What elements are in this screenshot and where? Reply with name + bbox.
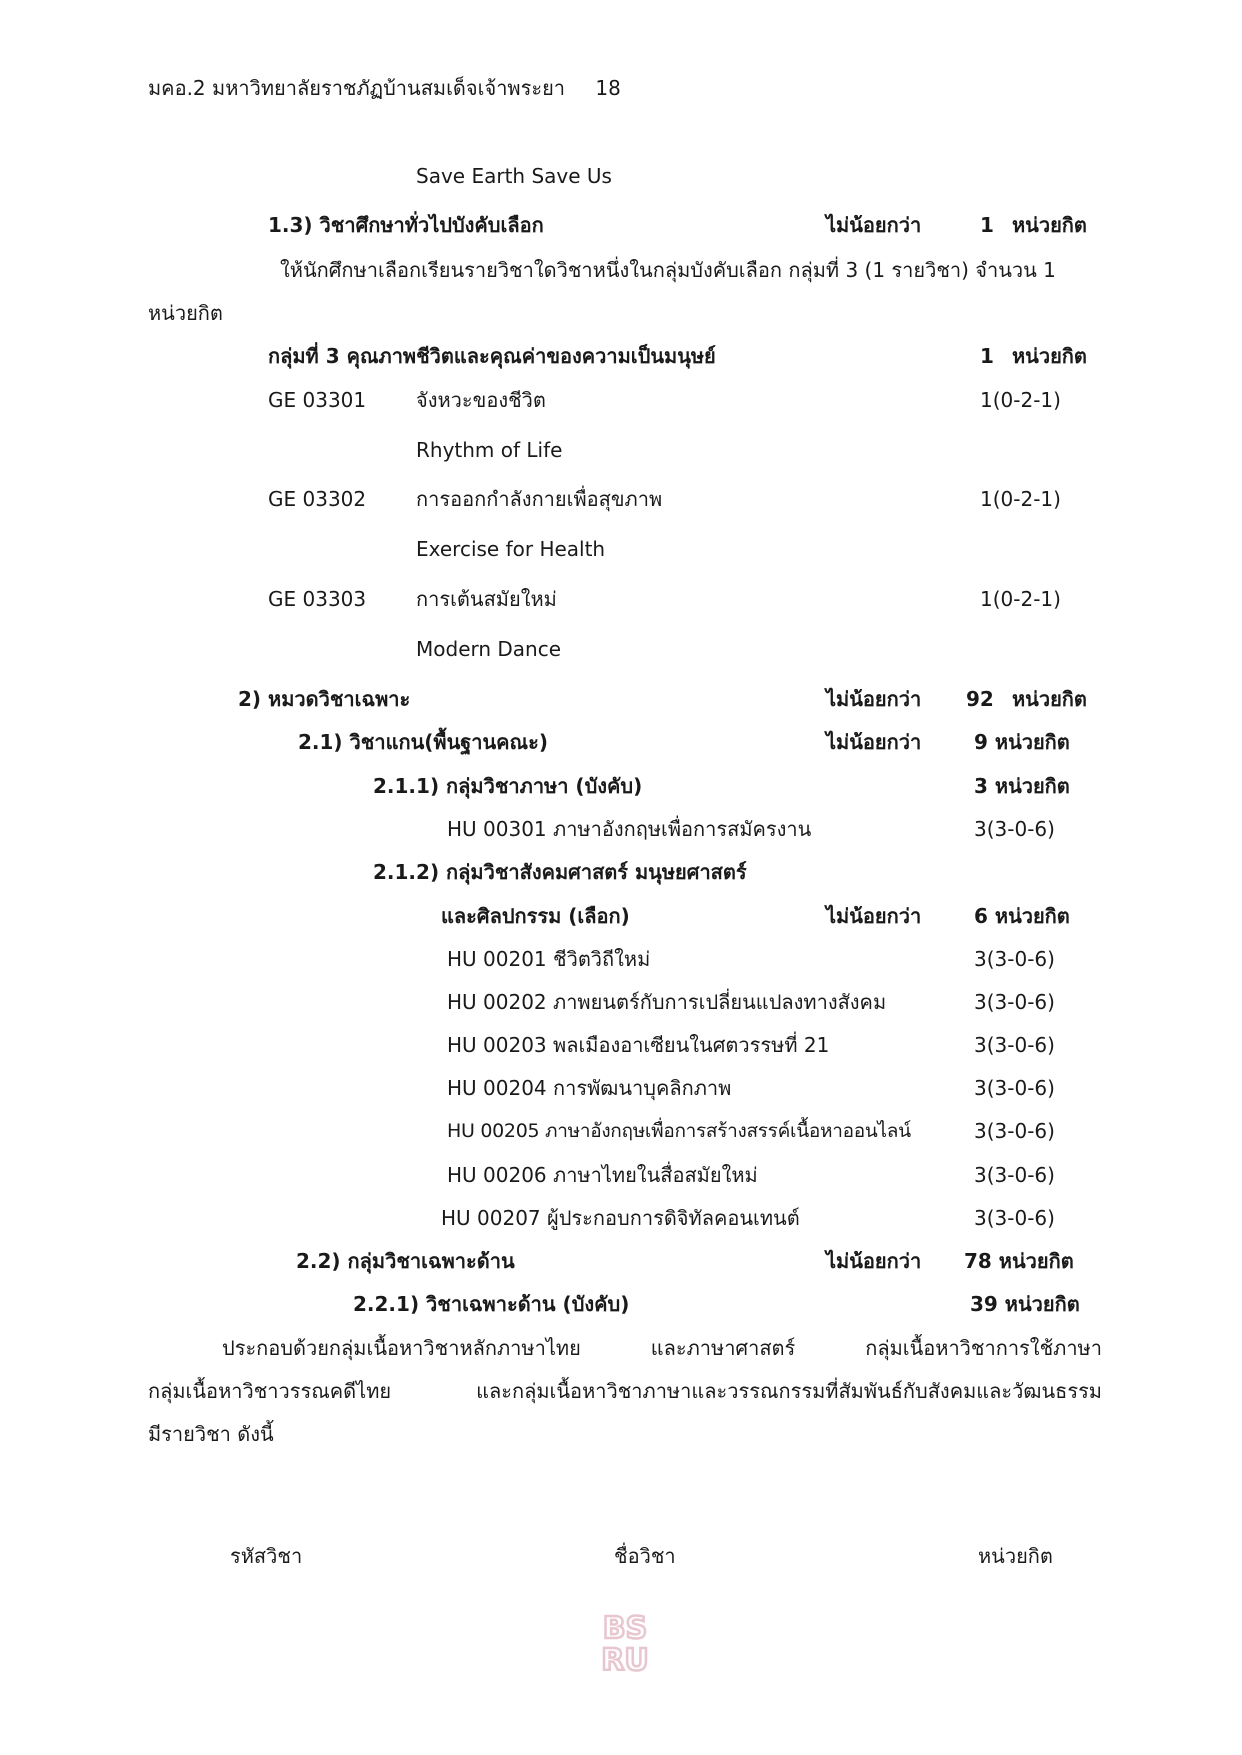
course-item: HU 00204 การพัฒนาบุคลิกภาพ (447, 1076, 732, 1100)
table-header-name: ชื่อวิชา (614, 1544, 676, 1568)
course-name-en: Save Earth Save Us (416, 164, 612, 188)
table-header-code: รหัสวิชา (230, 1544, 303, 1568)
section-2-2-1-title: 2.2.1) วิชาเฉพาะด้าน (บังคับ) (353, 1292, 630, 1316)
course-item: HU 00206 ภาษาไทยในสื่อสมัยใหม่ (447, 1163, 758, 1187)
course-code: GE 03302 (268, 487, 367, 511)
paragraph-line-2 (148, 1378, 1102, 1404)
section-2-2-min-label: ไม่น้อยกว่า (826, 1249, 922, 1273)
course-credits: 1(0-2-1) (980, 487, 1061, 511)
section-1-3-min-label: ไม่น้อยกว่า (826, 213, 922, 237)
course-item: HU 00201 ชีวิตวิถีใหม่ (447, 947, 651, 971)
section-2-title: 2) หมวดวิชาเฉพาะ (238, 687, 411, 711)
course-name-en: Rhythm of Life (416, 438, 563, 462)
logo-letters-bottom: RU (601, 1643, 649, 1674)
course-item: HU 00301 ภาษาอังกฤษเพื่อการสมัครงาน (447, 817, 812, 841)
course-credits: 1(0-2-1) (980, 388, 1061, 412)
paragraph-segment: กลุ่มเนื้อหาวิชาวรรณคดีไทย (148, 1379, 392, 1403)
paragraph-segment: ประกอบด้วยกลุ่มเนื้อหาวิชาหลักภาษาไทย (222, 1336, 581, 1360)
group-3-unit: หน่วยกิต (1012, 344, 1087, 368)
course-item: HU 00207 ผู้ประกอบการดิจิทัลคอนเทนต์ (441, 1206, 800, 1230)
course-credits: 1(0-2-1) (980, 587, 1061, 611)
paragraph-segment: กลุ่มเนื้อหาวิชาการใช้ภาษา (865, 1336, 1102, 1360)
course-credits: 3(3-0-6) (974, 817, 1055, 841)
bsru-logo-watermark (595, 1608, 655, 1674)
section-2-1-credits: 9 หน่วยกิต (974, 730, 1070, 754)
section-2-1-2-title-line1: 2.1.2) กลุ่มวิชาสังคมศาสตร์ มนุษยศาสตร์ (373, 860, 747, 884)
course-credits: 3(3-0-6) (974, 947, 1055, 971)
course-name-en: Modern Dance (416, 637, 562, 661)
section-2-min-label: ไม่น้อยกว่า (826, 687, 922, 711)
section-2-1-2-credits: 6 หน่วยกิต (974, 904, 1070, 928)
section-2-2-title: 2.2) กลุ่มวิชาเฉพาะด้าน (296, 1249, 515, 1273)
course-item: HU 00205 ภาษาอังกฤษเพื่อการสร้างสรรค์เนื้อหาออนไลน์ (447, 1120, 911, 1142)
course-credits: 3(3-0-6) (974, 1163, 1055, 1187)
course-credits: 3(3-0-6) (974, 1033, 1055, 1057)
section-2-2-1-credits: 39 หน่วยกิต (970, 1292, 1080, 1316)
course-name-th: การออกกำลังกายเพื่อสุขภาพ (416, 487, 663, 511)
course-credits: 3(3-0-6) (974, 1206, 1055, 1230)
section-1-3-desc-line1: ให้นักศึกษาเลือกเรียนรายวิชาใดวิชาหนึ่งในกลุ่มบังคับเลือก กลุ่มที่ 3 (1 รายวิชา) จำนวน 1 (280, 258, 1056, 282)
section-2-1-title: 2.1) วิชาแกน(พื้นฐานคณะ) (298, 730, 548, 754)
paragraph-segment: และกลุ่มเนื้อหาวิชาภาษาและวรรณกรรมที่สัมพันธ์กับสังคมและวัฒนธรรม (476, 1379, 1102, 1403)
section-1-3-title: 1.3) วิชาศึกษาทั่วไปบังคับเลือก (268, 213, 544, 237)
section-2-1-2-title-line2: และศิลปกรรม (เลือก) (441, 904, 630, 928)
course-name-en: Exercise for Health (416, 537, 606, 561)
course-item: HU 00203 พลเมืองอาเซียนในศตวรรษที่ 21 (447, 1033, 830, 1057)
page-header (148, 75, 621, 101)
course-credits: 3(3-0-6) (974, 1119, 1055, 1143)
logo-letters-top: BS (602, 1611, 648, 1646)
course-name-th: จังหวะของชีวิต (416, 388, 546, 412)
section-2-2-credits: 78 หน่วยกิต (964, 1249, 1074, 1273)
paragraph-segment: และภาษาศาสตร์ (650, 1336, 796, 1360)
table-header-credits: หน่วยกิต (978, 1544, 1053, 1568)
page-number: 18 (595, 76, 621, 100)
section-2-1-1-credits: 3 หน่วยกิต (974, 774, 1070, 798)
course-credits: 3(3-0-6) (974, 1076, 1055, 1100)
section-1-3-unit: หน่วยกิต (1012, 213, 1087, 237)
section-1-3-desc-line2: หน่วยกิต (148, 301, 223, 325)
paragraph-line-3: มีรายวิชา ดังนี้ (148, 1422, 274, 1446)
course-name-th: การเต้นสมัยใหม่ (416, 587, 557, 611)
section-2-unit: หน่วยกิต (1012, 687, 1087, 711)
section-2-1-1-title: 2.1.1) กลุ่มวิชาภาษา (บังคับ) (373, 774, 643, 798)
group-3-credits: 1 (980, 344, 994, 368)
header-text: มคอ.2 มหาวิทยาลัยราชภัฏบ้านสมเด็จเจ้าพระยา (148, 76, 566, 100)
section-1-3-credits: 1 (980, 213, 994, 237)
course-credits: 3(3-0-6) (974, 990, 1055, 1014)
section-2-1-2-min-label: ไม่น้อยกว่า (826, 904, 922, 928)
group-3-title: กลุ่มที่ 3 คุณภาพชีวิตและคุณค่าของความเป็นมนุษย์ (268, 344, 716, 368)
paragraph-line-1 (148, 1335, 1102, 1361)
course-code: GE 03301 (268, 388, 367, 412)
course-item: HU 00202 ภาพยนตร์กับการเปลี่ยนแปลงทางสังคม (447, 990, 887, 1014)
section-2-credits: 92 (966, 687, 994, 711)
course-code: GE 03303 (268, 587, 367, 611)
section-2-1-min-label: ไม่น้อยกว่า (826, 730, 922, 754)
